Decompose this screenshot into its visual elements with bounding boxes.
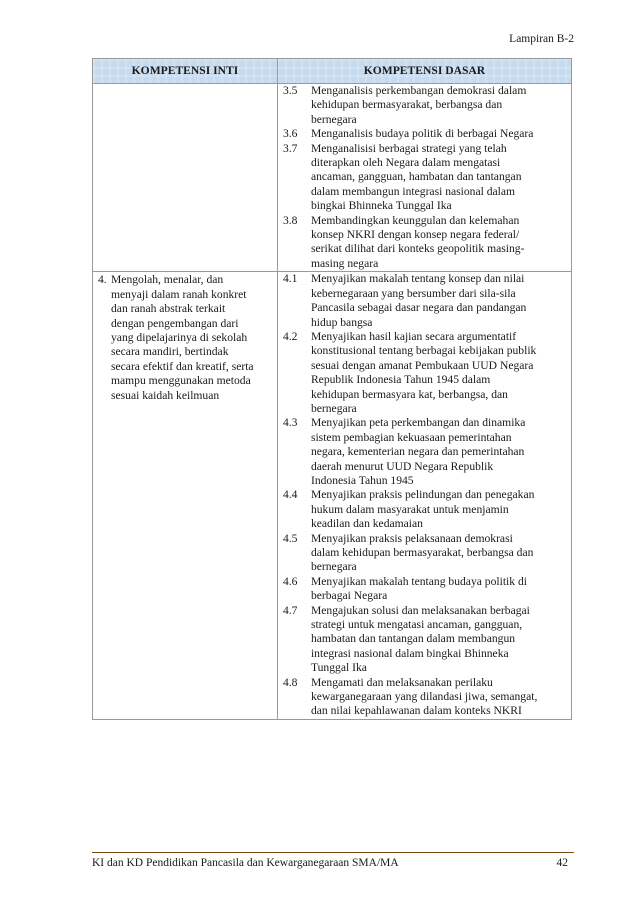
text-line: sistem pembagian kekuasaan pemerintahan	[310, 430, 512, 444]
ki-cell-empty	[93, 84, 278, 272]
text-line: konsep NKRI dengan konsep negara federal/	[310, 228, 520, 242]
text-line: bernegara	[310, 401, 357, 415]
kd-item	[278, 575, 571, 604]
text-line: konstitusional tentang berbagai kebijakan publik	[310, 344, 537, 358]
footer-title: KI dan KD Pendidikan Pancasila dan Kewarganegaraan SMA/MA	[92, 857, 399, 869]
text-line: secara mandiri, bertindak	[111, 345, 229, 359]
table-header-row	[93, 59, 572, 84]
text-line: Menyajikan hasil kajian secara argumentatif	[310, 329, 517, 343]
text-line: dalam kehidupan bermasyarakat, berbangsa dan	[310, 546, 534, 559]
text-line: integrasi nasional dalam bingkai Bhinneka	[310, 646, 509, 660]
text-line: kewarganegaraan yang dilandasi jiwa, semangat,	[310, 690, 538, 704]
kd-number: 3.7	[282, 141, 298, 155]
kd-number: 4.8	[282, 675, 298, 689]
kd-item	[278, 676, 571, 719]
kd-item	[278, 214, 571, 272]
text-line: Menganalisis perkembangan demokrasi dalam	[310, 84, 527, 97]
column-header-ki: KOMPETENSI INTI	[93, 59, 278, 84]
text-line: menyaji dalam ranah konkret	[111, 287, 247, 301]
text-line: hambatan dan tantangan dalam membangun	[310, 632, 516, 646]
text-line: Indonesia Tahun 1945	[310, 473, 414, 487]
text-line: serikat dilihat dari konteks geopolitik masing-	[310, 242, 525, 256]
kd-text	[311, 84, 567, 127]
text-line: sesuai kaidah keilmuan	[111, 388, 220, 402]
ki-item	[93, 272, 277, 403]
ki-cell	[93, 272, 278, 720]
text-line: masing negara	[310, 256, 379, 270]
text-line: Republik Indonesia Tahun 1945 dalam	[310, 373, 491, 387]
kd-cell	[277, 84, 571, 272]
kd-text	[311, 604, 567, 676]
kd-item	[278, 488, 571, 531]
text-line: dan ranah abstrak terkait	[111, 302, 226, 316]
text-line: dengan pengembangan dari	[111, 316, 239, 330]
text-line: dalam membangun integrasi nasional dalam	[310, 184, 516, 198]
text-line: Mengajukan solusi dan melaksanakan berbagai	[310, 603, 530, 617]
competency-table	[92, 58, 572, 720]
kd-number: 4.3	[282, 416, 298, 430]
kd-number: 4.4	[282, 488, 298, 502]
text-line: diterapkan oleh Negara dalam mengatasi	[310, 156, 501, 170]
text-line: sesuai dengan amanat Pembukaan UUD Negara	[310, 358, 534, 372]
page-number: 42	[556, 857, 568, 869]
kd-item	[278, 127, 571, 141]
text-line: kehidupan bermasyarakat, berbangsa dan	[310, 98, 503, 112]
kd-item	[278, 416, 571, 488]
text-line: keadilan dan kedamaian	[310, 517, 423, 531]
ki-number: 4.	[98, 273, 107, 287]
text-line: Mengolah, menalar, dan	[111, 273, 224, 287]
kd-text	[311, 416, 567, 488]
text-line: bingkai Bhinneka Tunggal Ika	[310, 199, 452, 213]
text-line: Pancasila sebagai dasar negara dan pandangan	[310, 301, 527, 315]
text-line: Menyajikan praksis pelindungan dan penegakan	[310, 488, 535, 502]
kd-number: 4.2	[282, 329, 298, 343]
kd-number: 4.6	[282, 574, 298, 588]
page-footer	[92, 852, 574, 869]
text-line: kehidupan bermasyara kat, berbangsa, dan	[310, 387, 508, 401]
kd-item	[278, 142, 571, 214]
text-line: dan nilai kepahlawanan dalam konteks NKRI	[310, 704, 522, 718]
text-line: yang dipelajarinya di sekolah	[111, 330, 248, 344]
text-line: berbagai Negara	[310, 589, 388, 603]
kd-text	[311, 142, 567, 214]
text-line: mampu menggunakan metoda	[111, 374, 251, 388]
kd-text	[311, 214, 567, 272]
text-line: hidup bangsa	[310, 315, 373, 329]
text-line: bernegara	[310, 112, 357, 126]
kd-number: 3.8	[282, 213, 298, 227]
text-line: daerah menurut UUD Negara Republik	[310, 459, 494, 473]
text-line: secara efektif dan kreatif, serta	[111, 359, 254, 373]
text-line: Menganalisisi berbagai strategi yang telah	[310, 141, 507, 155]
column-header-kd: KOMPETENSI DASAR	[277, 59, 571, 84]
kd-text	[311, 127, 567, 141]
text-line: kebernegaraan yang bersumber dari sila-sila	[310, 286, 516, 300]
text-line: Menganalisis budaya politik di berbagai Negara	[310, 127, 534, 141]
text-line: Menyajikan makalah tentang budaya politik di	[310, 574, 527, 588]
text-line: strategi untuk mengatasi ancaman, gangguan,	[310, 618, 523, 632]
kd-cell	[277, 272, 571, 720]
kd-item	[278, 330, 571, 416]
kd-item	[278, 272, 571, 330]
text-line: bernegara	[310, 560, 357, 574]
kd-text	[311, 575, 567, 604]
kd-text	[311, 272, 567, 330]
kd-text	[311, 330, 567, 416]
text-line: ancaman, gangguan, hambatan dan tantangan	[310, 170, 522, 184]
ki-text	[111, 273, 273, 403]
kd-item	[278, 532, 571, 575]
kd-number: 4.1	[282, 272, 298, 286]
text-line: Membandingkan keunggulan dan kelemahan	[310, 213, 520, 227]
kd-number: 3.6	[282, 127, 298, 141]
text-line: negara, kementerian negara dan pemerintahan	[310, 445, 525, 459]
text-line: Menyajikan praksis pelaksanaan demokrasi	[310, 531, 513, 545]
table-row	[93, 272, 572, 720]
kd-number: 4.5	[282, 531, 298, 545]
kd-text	[311, 676, 567, 719]
text-line: Mengamati dan melaksanakan perilaku	[310, 675, 493, 689]
kd-text	[311, 532, 567, 575]
kd-list	[278, 272, 571, 719]
text-line: Menyajikan peta perkembangan dan dinamika	[310, 416, 526, 430]
kd-text	[311, 488, 567, 531]
kd-number: 4.7	[282, 603, 298, 617]
kd-item	[278, 604, 571, 676]
table-row	[93, 84, 572, 272]
kd-item	[278, 84, 571, 127]
text-line: Menyajikan makalah tentang konsep dan nilai	[310, 272, 525, 286]
kd-number: 3.5	[282, 84, 298, 97]
appendix-label: Lampiran B-2	[509, 33, 574, 45]
kd-list	[278, 84, 571, 271]
text-line: Tunggal Ika	[310, 661, 367, 675]
text-line: hukum dalam masyarakat untuk menjamin	[310, 502, 509, 516]
